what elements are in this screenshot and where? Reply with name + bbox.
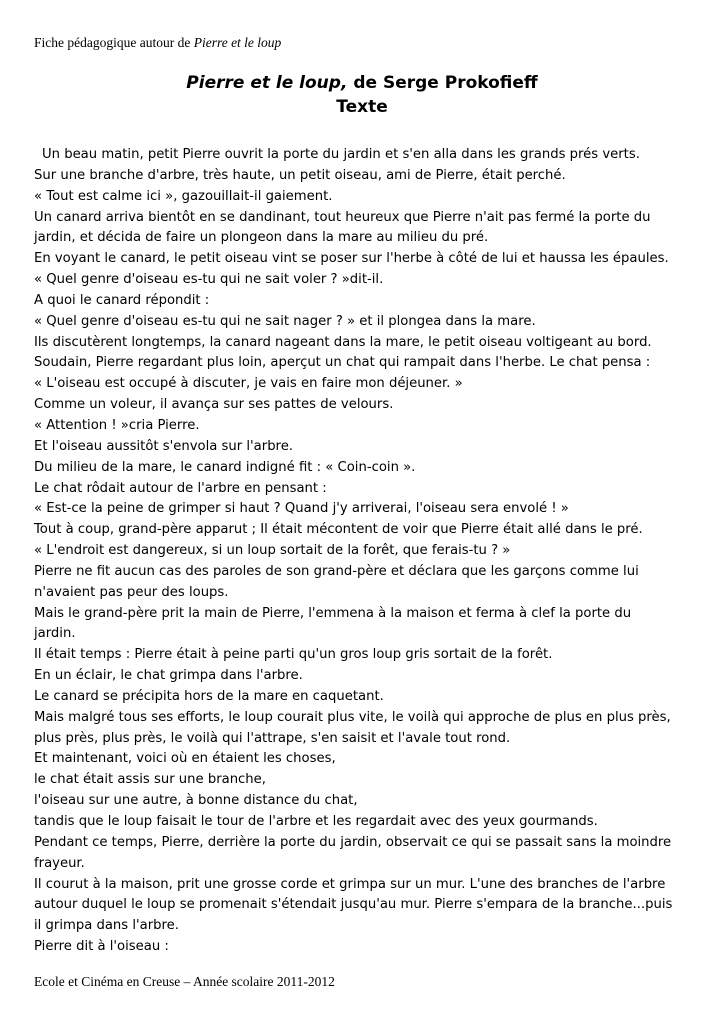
text-line: En un éclair, le chat grimpa dans l'arbre.: [34, 668, 303, 684]
header-work-title: Pierre et le loup: [193, 35, 282, 50]
text-line: tandis que le loup faisait le tour de l'arbre et les regardait avec des yeux gourmands.: [34, 814, 598, 829]
text-line: Le chat rôdait autour de l'arbre en pensant :: [34, 480, 327, 496]
text-line: il grimpa dans l'arbre.: [34, 918, 179, 934]
page-footer: Ecole et Cinéma en Creuse – Année scolaire 2011-2012: [34, 974, 335, 989]
text-line: frayeur.: [34, 855, 85, 871]
text-line: Du milieu de la mare, le canard indigné fit : « Coin-coin ».: [34, 459, 416, 475]
text-line: plus près, plus près, le voilà qui l'attrape, s'en saisit et l'avale tout rond.: [34, 730, 511, 746]
document-subtitle: Texte: [336, 97, 388, 117]
text-line: « Quel genre d'oiseau es-tu qui ne sait nager ? » et il plongea dans la mare.: [34, 313, 536, 329]
text-line: Sur une branche d'arbre, très haute, un petit oiseau, ami de Pierre, était perché.: [34, 167, 566, 183]
text-line: Un canard arriva bientôt en se dandinant, tout heureux que Pierre n'ait pas fermé la porte du: [34, 209, 651, 225]
title-work-name: Pierre et le loup,: [186, 73, 348, 93]
text-line: Mais malgré tous ses efforts, le loup courait plus vite, le voilà qui approche de plus en plus près,: [34, 709, 671, 725]
text-line: Et l'oiseau aussitôt s'envola sur l'arbre.: [34, 438, 293, 454]
text-line: jardin, et décida de faire un plongeon dans la mare au milieu du pré.: [34, 230, 489, 246]
title-block: [0, 71, 724, 119]
text-line: A quoi le canard répondit :: [34, 292, 210, 308]
text-line: « L'oiseau est occupé à discuter, je vais en faire mon déjeuner. »: [34, 376, 463, 392]
text-line: le chat était assis sur une branche,: [34, 772, 266, 788]
text-line: « Est-ce la peine de grimper si haut ? Quand j'y arriverai, l'oiseau sera envolé ! »: [34, 501, 569, 517]
document-title: [0, 71, 724, 95]
page-header: [34, 34, 281, 52]
text-line: « L'endroit est dangereux, si un loup sortait de la forêt, que ferais-tu ? »: [34, 543, 511, 559]
header-prefix: Fiche pédagogique autour de: [34, 35, 194, 50]
text-line: Soudain, Pierre regardant plus loin, aperçut un chat qui rampait dans l'herbe. Le chat pensa :: [34, 355, 651, 371]
story-text: [34, 145, 704, 958]
text-line: Et maintenant, voici où en étaient les choses,: [34, 751, 336, 767]
text-line: Pendant ce temps, Pierre, derrière la porte du jardin, observait ce qui se passait sans la moindre: [34, 834, 672, 850]
text-line: « Tout est calme ici », gazouillait-il gaiement.: [34, 188, 333, 204]
text-line: Ils discutèrent longtemps, la canard nageant dans la mare, le petit oiseau voltigeant au bord.: [34, 334, 652, 350]
text-line: Un beau matin, petit Pierre ouvrit la porte du jardin et s'en alla dans les grands prés verts.: [42, 147, 640, 162]
text-line: Pierre ne fit aucun cas des paroles de son grand-père et déclara que les garçons comme lui: [34, 563, 639, 579]
text-line: l'oiseau sur une autre, à bonne distance du chat,: [34, 793, 358, 809]
text-line: « Quel genre d'oiseau es-tu qui ne sait voler ? »dit-il.: [34, 272, 384, 288]
text-line: Il courut à la maison, prit une grosse corde et grimpa sur un mur. L'une des branches de l'arbre: [34, 876, 666, 892]
text-line: Le canard se précipita hors de la mare en caquetant.: [34, 688, 384, 704]
text-line: « Attention ! »cria Pierre.: [34, 417, 200, 433]
title-byline: de Serge Prokofieff: [347, 73, 538, 93]
text-line: n'avaient pas peur des loups.: [34, 584, 229, 600]
text-line: Mais le grand-père prit la main de Pierre, l'emmena à la maison et ferma à clef la porte du: [34, 605, 632, 621]
text-line: Pierre dit à l'oiseau :: [34, 939, 169, 955]
text-line: Tout à coup, grand-père apparut ; Il était mécontent de voir que Pierre était allé dans le pré.: [34, 522, 643, 538]
text-line: Comme un voleur, il avança sur ses pattes de velours.: [34, 397, 394, 413]
text-line: En voyant le canard, le petit oiseau vint se poser sur l'herbe à côté de lui et haussa les épaules.: [34, 251, 669, 267]
text-line: autour duquel le loup se promenait s'étendait jusqu'au mur. Pierre s'empara de la branche...puis: [34, 897, 673, 913]
text-line: Il était temps : Pierre était à peine parti qu'un gros loup gris sortait de la forêt.: [34, 647, 553, 663]
text-line: jardin.: [34, 626, 76, 642]
